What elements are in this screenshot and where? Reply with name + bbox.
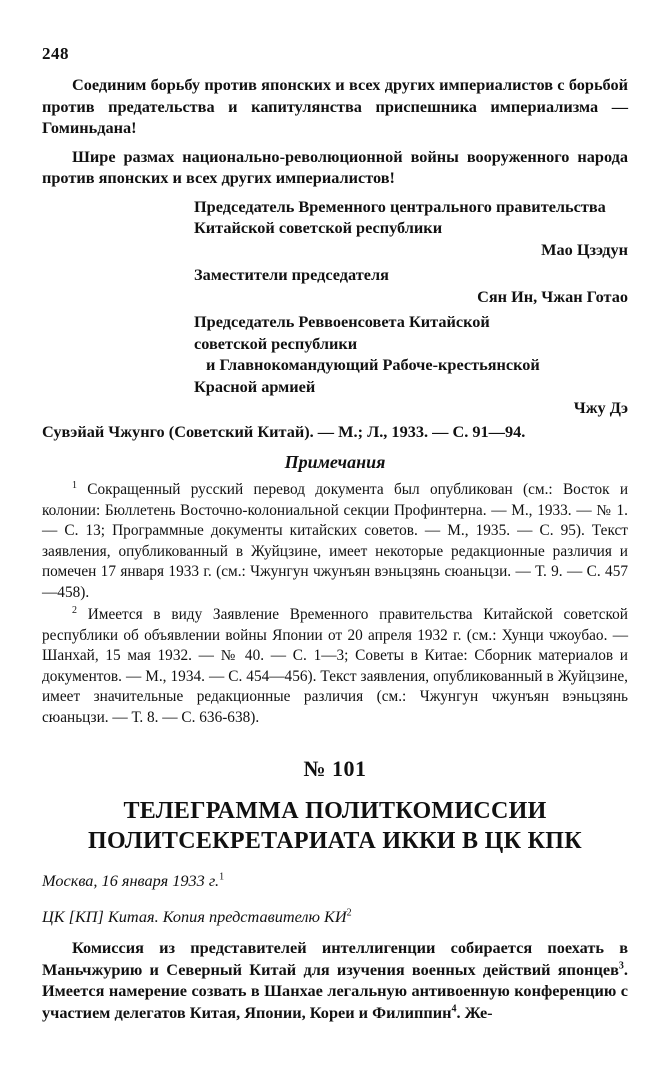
footnote [42,480,628,603]
footnote-marker: 1 [72,479,77,491]
appeal-paragraph: Шире размах национально-революционной войны вооруженного народа против японских и всех других империалистов! [42,146,628,187]
document-number: № 101 [303,756,367,781]
chairman-name: Мао Цзэдун [541,239,628,259]
military-title-line: и Главнокомандующий Рабоче-крестьянской [206,355,540,374]
page-number: 248 [42,44,69,63]
footnote-text: Сокращенный русский перевод документа был опубликован (см.: Восток и колонии: Бюллетень Восточно-колониальной секции Профинтерна. — М., 1933. — № 1. — С. 13; Программные документы китайских советов. — М., 1935. — С. 95). Текст заявления, опубликованный в Жуйцзине, имеет некоторые редакционные различия и помечен 17 января 1933 г. (см.: Чжунгун чжунъян вэньцзянь сюаньцзи. — Т. 9. — С. 457—458). [42,481,629,601]
source-citation: Сувэйай Чжунго (Советский Китай). — М.; Л., 1933. — С. 91—94. [42,421,526,441]
notes-heading: Примечания [284,452,386,472]
page-content [42,74,628,1023]
document-title [42,796,628,856]
deputies-names: Сян Ин, Чжан Готао [477,286,628,306]
footnote-text: Имеется в виду Заявление Временного правительства Китайской советской республики об объявлении войны Японии от 20 апреля 1932 г. (см.: Хунци чжоубао. — Шанхай, 15 мая 1932. — № 40. — С. 1—3; Советы в Китае: Сборник материалов и документов. — М., 1934. — С. 454—456). Текст заявления, опубликованный в Жуйцзине, имеет значительные редакционные различия (см.: Чжунгун чжунъян вэньцзянь сюаньцзи. — Т. 8. — С. 636-638). [42,606,628,726]
address-footnote-marker: 2 [346,907,352,919]
date-line [42,870,628,892]
footnote [42,605,628,728]
body-text-part: . Же- [456,1002,493,1022]
military-title-line: Красной армией [194,376,316,396]
document-title-line: ПОЛИТСЕКРЕТАРИАТА ИККИ В ЦК КПК [88,828,582,854]
deputies-title: Заместители председателя [194,265,389,284]
document-title-line: ТЕЛЕГРАММА ПОЛИТКОМИССИИ [123,798,547,824]
date-footnote-marker: 1 [219,871,225,883]
body-footnote-marker: 3 [618,960,624,972]
body-footnote-marker: 4 [451,1003,457,1015]
chairman-title-line: Китайской советской республики [194,218,443,237]
footnote-marker: 2 [72,604,77,616]
body-text-part: Комиссия из представителей интеллигенции собирается поехать в Маньчжурию и Северный Китай для изучения военных действий японцев [42,938,628,979]
body-paragraph [42,937,628,1023]
military-title-line: Председатель Реввоенсовета Китайской [194,312,490,331]
body-text-part: . Имеется намерение созвать в Шанхае легальную антивоенную конференцию с участием делегатов Китая, Японии, Кореи и Филиппин [42,959,628,1022]
address-text: ЦК [КП] Китая. Копия представителю КИ [42,906,347,926]
appeal-paragraph: Соединим борьбу против японских и всех других империалистов с борьбой против предательства и капитулянства приспешника империализма — Гоминьдана! [42,75,628,137]
address-line [42,906,628,928]
date-text: Москва, 16 января 1933 г. [42,871,220,890]
signature-block [42,196,628,419]
chairman-title-line: Председатель Временного центрального правительства [194,196,606,216]
military-name: Чжу Дэ [573,398,628,417]
military-title-line: советской республики [194,333,358,353]
